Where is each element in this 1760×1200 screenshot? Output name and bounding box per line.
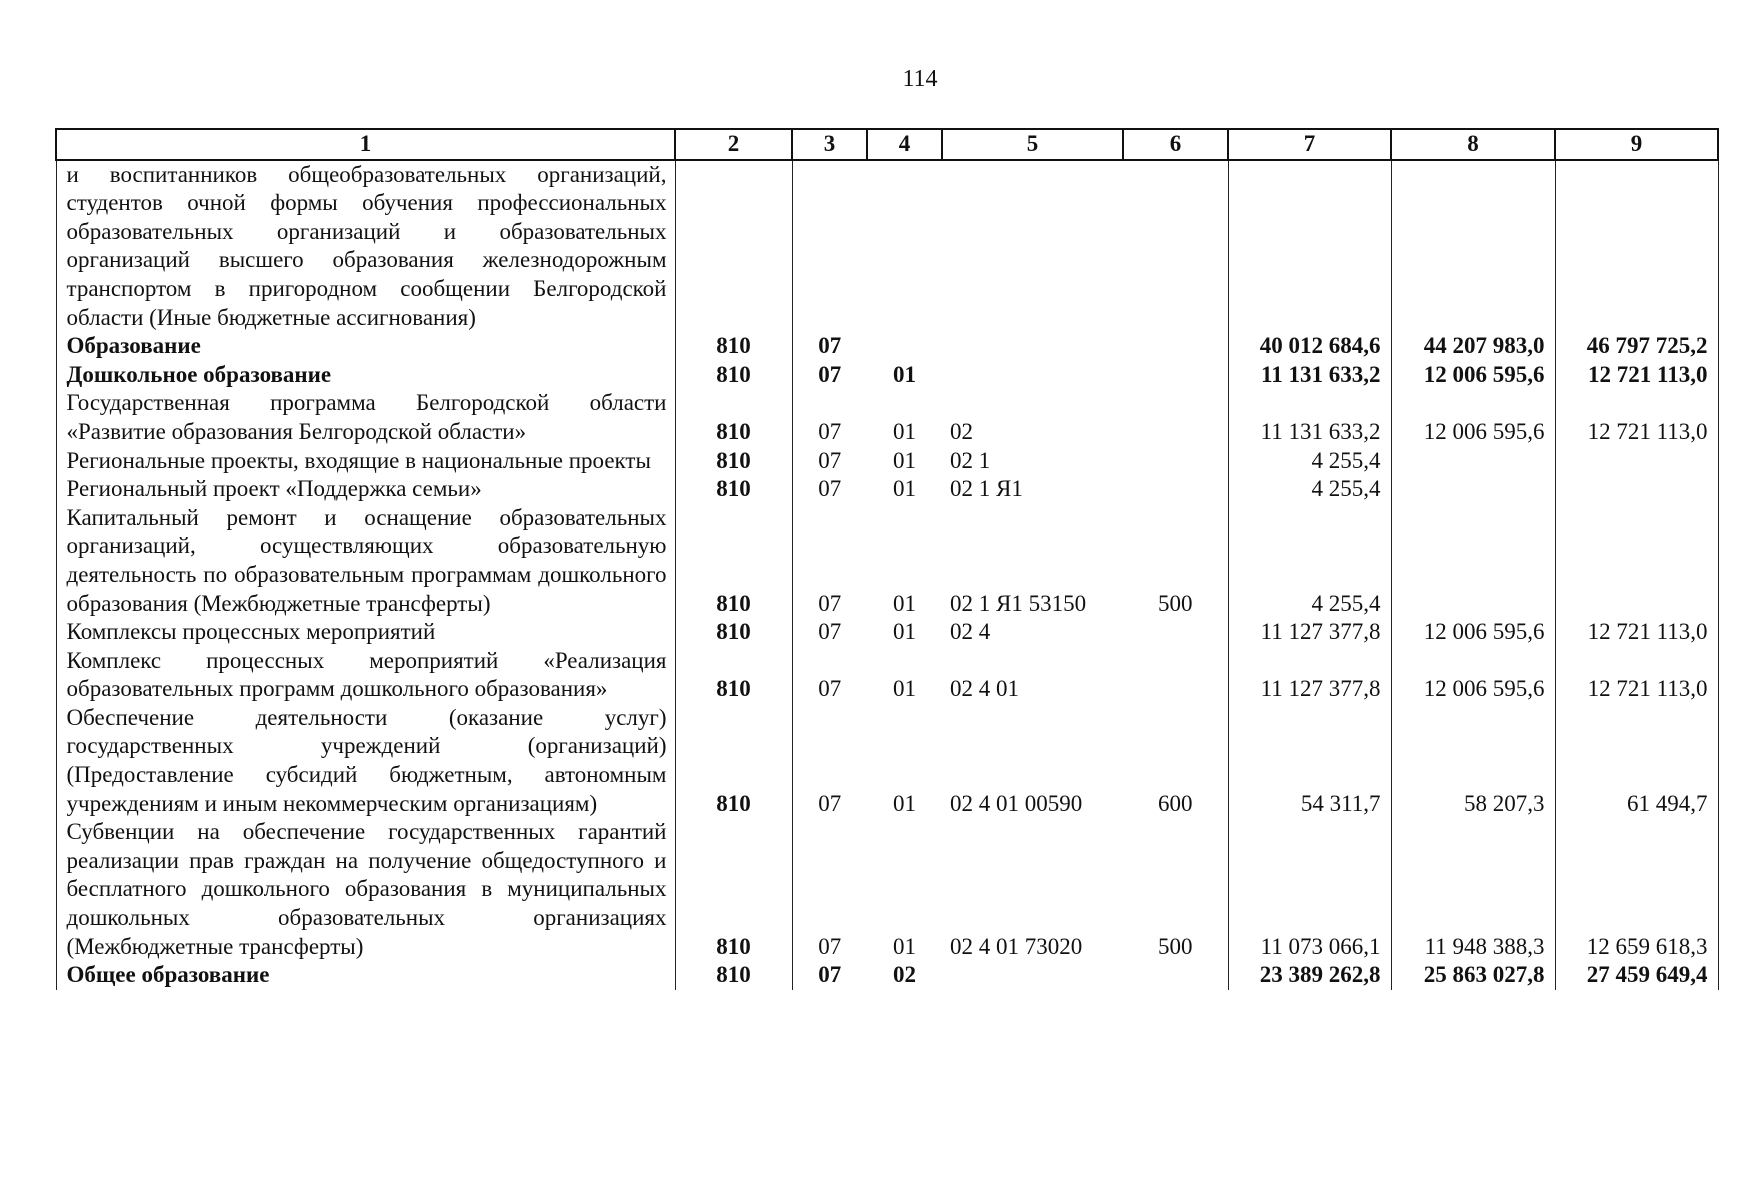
row-grbs-code: 810 <box>675 818 792 961</box>
col-header-4: 4 <box>867 129 942 160</box>
row-amount-col7 <box>1228 160 1391 333</box>
row-section-code <box>792 160 867 333</box>
row-expense-type: 600 <box>1158 790 1193 816</box>
row-amount-col7: 11 127 377,8 <box>1228 647 1391 704</box>
table-row <box>56 504 1718 618</box>
row-section-code: 07 <box>792 818 867 961</box>
row-expense-type <box>1123 332 1228 361</box>
row-target-article: 02 <box>950 418 973 444</box>
row-description: Государственная программа Белгородской области «Развитие образования Белгородской области» <box>56 389 675 446</box>
row-expense-type: 500 <box>1158 933 1193 959</box>
row-expense-type <box>1123 961 1228 990</box>
row-subsection-code: 01 <box>893 590 916 616</box>
row-subsection-code: 01 <box>893 476 916 502</box>
table-row <box>56 475 1718 504</box>
row-subsection-code: 01 <box>893 619 916 645</box>
table-row <box>56 618 1718 647</box>
row-target-article <box>942 961 1123 990</box>
row-grbs-code: 810 <box>675 961 792 990</box>
table-row <box>56 447 1718 476</box>
row-amount-col8 <box>1391 504 1555 618</box>
row-description: Комплекс процессных мероприятий «Реализация образовательных программ дошкольного образования» <box>56 647 675 704</box>
row-amount-col7: 11 131 633,2 <box>1228 361 1391 390</box>
row-description: Образование <box>56 332 675 361</box>
row-amount-col7: 11 127 377,8 <box>1228 618 1391 647</box>
row-amount-col7: 4 255,4 <box>1228 475 1391 504</box>
row-amount-col9 <box>1555 160 1718 333</box>
col-header-1: 1 <box>56 129 675 160</box>
row-amount-col8 <box>1391 475 1555 504</box>
row-expense-type <box>1123 361 1228 390</box>
table-row <box>56 361 1718 390</box>
row-description: Региональные проекты, входящие в национальные проекты <box>56 447 675 476</box>
row-amount-col8: 58 207,3 <box>1391 704 1555 818</box>
row-section-code: 07 <box>792 961 867 990</box>
row-section-code: 07 <box>792 704 867 818</box>
row-description: Капитальный ремонт и оснащение образовательных организаций, осуществляющих образовательную деятельность по образовательным программам дошкольного образования (Межбюджетные трансферты) <box>56 504 675 618</box>
row-grbs-code: 810 <box>675 504 792 618</box>
col-header-5: 5 <box>942 129 1123 160</box>
row-amount-col9: 12 721 113,0 <box>1555 361 1718 390</box>
row-target-article: 02 1 Я1 53150 <box>950 590 1087 616</box>
row-section-code: 07 <box>792 447 867 476</box>
row-amount-col8: 12 006 595,6 <box>1391 389 1555 446</box>
row-amount-col8: 12 006 595,6 <box>1391 647 1555 704</box>
col-header-2: 2 <box>675 129 792 160</box>
table-body <box>56 160 1718 990</box>
table-row <box>56 961 1718 990</box>
col-header-3: 3 <box>792 129 867 160</box>
row-amount-col8: 11 948 388,3 <box>1391 818 1555 961</box>
row-amount-col9: 12 721 113,0 <box>1555 389 1718 446</box>
row-amount-col7: 4 255,4 <box>1228 504 1391 618</box>
row-grbs-code: 810 <box>675 361 792 390</box>
page-number: 114 <box>902 66 938 92</box>
row-amount-col8: 44 207 983,0 <box>1391 332 1555 361</box>
row-expense-type <box>1123 647 1228 704</box>
row-subsection-code: 01 <box>893 790 916 816</box>
row-amount-col7: 11 131 633,2 <box>1228 389 1391 446</box>
row-subsection-code: 01 <box>893 447 916 473</box>
row-expense-type <box>1123 618 1228 647</box>
table-row <box>56 160 1718 333</box>
row-target-article <box>942 361 1123 390</box>
row-grbs-code: 810 <box>675 332 792 361</box>
row-amount-col9 <box>1555 475 1718 504</box>
table-row <box>56 818 1718 961</box>
row-amount-col9 <box>1555 504 1718 618</box>
row-section-code: 07 <box>792 504 867 618</box>
table-header <box>56 129 1718 160</box>
row-target-article: 02 4 01 <box>950 676 1019 702</box>
row-amount-col7: 4 255,4 <box>1228 447 1391 476</box>
row-subsection-code <box>867 160 942 333</box>
row-expense-type <box>1123 160 1228 333</box>
row-description: Субвенции на обеспечение государственных гарантий реализации прав граждан на получение общедоступного и бесплатного дошкольного образования в муниципальных дошкольных образовательных организациях (Межбюджетные трансферты) <box>56 818 675 961</box>
col-header-8: 8 <box>1391 129 1555 160</box>
row-amount-col7: 54 311,7 <box>1228 704 1391 818</box>
row-grbs-code: 810 <box>675 704 792 818</box>
row-amount-col9: 46 797 725,2 <box>1555 332 1718 361</box>
row-subsection-code: 01 <box>893 361 916 387</box>
row-description: Региональный проект «Поддержка семьи» <box>56 475 675 504</box>
row-amount-col9: 12 721 113,0 <box>1555 618 1718 647</box>
row-grbs-code: 810 <box>675 647 792 704</box>
row-amount-col8: 12 006 595,6 <box>1391 361 1555 390</box>
row-expense-type: 500 <box>1158 590 1193 616</box>
row-target-article <box>942 160 1123 333</box>
row-grbs-code <box>675 160 792 333</box>
row-description: и воспитанников общеобразовательных организаций, студентов очной формы обучения профессиональных образовательных организаций и образовательных организаций высшего образования железнодорожным транспортом в пригородном сообщении Белгородской области (Иные бюджетные ассигнования) <box>56 160 675 333</box>
row-target-article: 02 4 01 73020 <box>950 933 1083 959</box>
row-target-article <box>942 332 1123 361</box>
header-row <box>56 129 1718 160</box>
row-description: Дошкольное образование <box>56 361 675 390</box>
row-description: Общее образование <box>56 961 675 990</box>
table-row <box>56 647 1718 704</box>
row-section-code: 07 <box>792 475 867 504</box>
row-amount-col9: 12 659 618,3 <box>1555 818 1718 961</box>
col-header-9: 9 <box>1555 129 1718 160</box>
row-amount-col7: 23 389 262,8 <box>1228 961 1391 990</box>
row-description: Обеспечение деятельности (оказание услуг) государственных учреждений (организаций) (Предоставление субсидий бюджетным, автономным учреждениям и иным некоммерческим организациям) <box>56 704 675 818</box>
row-grbs-code: 810 <box>675 475 792 504</box>
row-amount-col9 <box>1555 447 1718 476</box>
row-amount-col8 <box>1391 160 1555 333</box>
row-grbs-code: 810 <box>675 389 792 446</box>
row-target-article: 02 1 Я1 <box>950 476 1023 502</box>
budget-table <box>55 128 1719 990</box>
row-subsection-code <box>867 332 942 361</box>
row-section-code: 07 <box>792 618 867 647</box>
row-amount-col9: 12 721 113,0 <box>1555 647 1718 704</box>
row-expense-type <box>1123 389 1228 446</box>
table-row <box>56 704 1718 818</box>
row-subsection-code: 01 <box>893 418 916 444</box>
row-amount-col9: 27 459 649,4 <box>1555 961 1718 990</box>
row-amount-col9: 61 494,7 <box>1555 704 1718 818</box>
row-section-code: 07 <box>792 361 867 390</box>
budget-table-container <box>55 128 1717 990</box>
row-grbs-code: 810 <box>675 618 792 647</box>
row-amount-col7: 11 073 066,1 <box>1228 818 1391 961</box>
row-target-article: 02 4 01 00590 <box>950 790 1083 816</box>
row-subsection-code: 01 <box>893 676 916 702</box>
row-target-article: 02 4 <box>950 619 991 645</box>
row-description: Комплексы процессных мероприятий <box>56 618 675 647</box>
row-amount-col8 <box>1391 447 1555 476</box>
col-header-6: 6 <box>1123 129 1228 160</box>
row-section-code: 07 <box>792 389 867 446</box>
table-row <box>56 389 1718 446</box>
row-subsection-code: 02 <box>893 962 916 988</box>
row-amount-col7: 40 012 684,6 <box>1228 332 1391 361</box>
row-grbs-code: 810 <box>675 447 792 476</box>
row-amount-col8: 12 006 595,6 <box>1391 618 1555 647</box>
row-amount-col8: 25 863 027,8 <box>1391 961 1555 990</box>
row-subsection-code: 01 <box>893 933 916 959</box>
row-target-article: 02 1 <box>950 447 991 473</box>
row-expense-type <box>1123 475 1228 504</box>
col-header-7: 7 <box>1228 129 1391 160</box>
row-section-code: 07 <box>792 332 867 361</box>
table-row <box>56 332 1718 361</box>
row-section-code: 07 <box>792 647 867 704</box>
row-expense-type <box>1123 447 1228 476</box>
